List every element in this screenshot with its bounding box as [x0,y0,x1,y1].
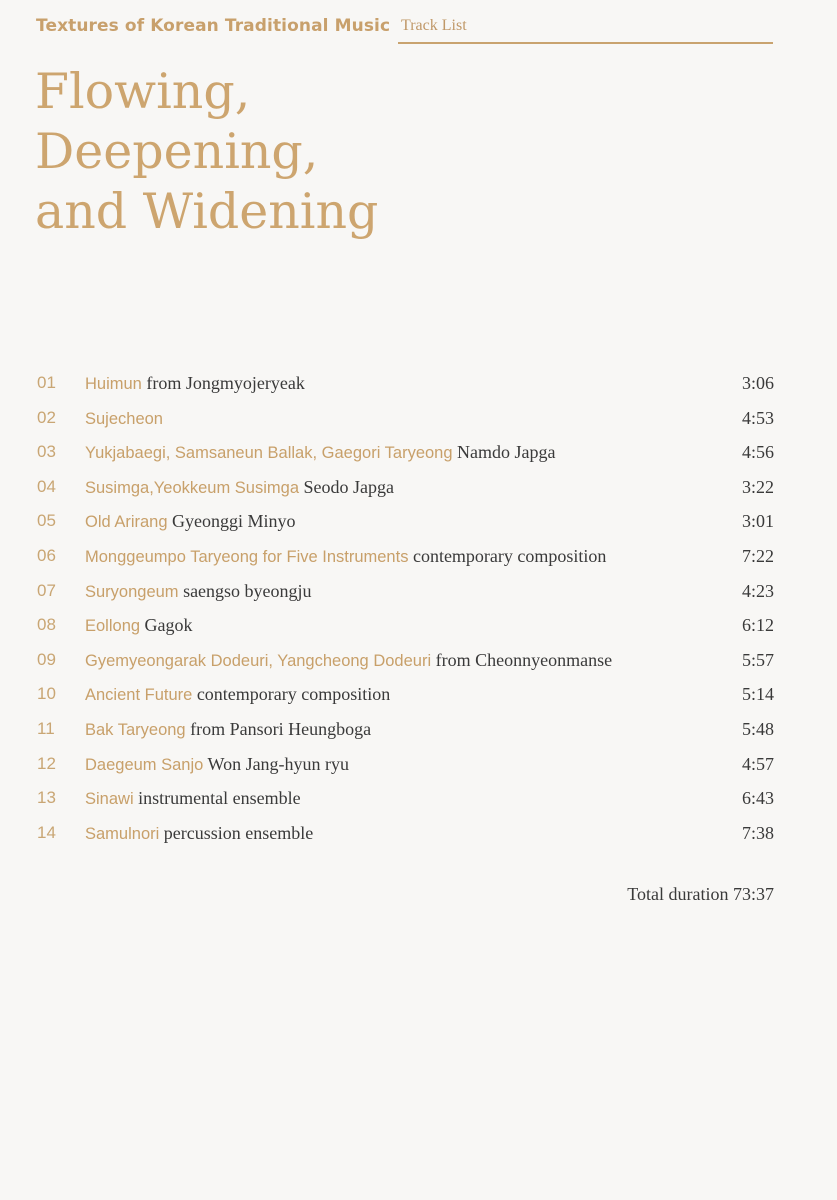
track-description: from Pansori Heungboga [190,718,372,739]
track-title [85,608,193,644]
track-name: Samulnori [85,824,160,843]
track-description: Seodo Japga [303,476,394,497]
track-description: Gyeonggi Minyo [172,511,296,532]
track-title [85,712,371,748]
track-row [37,643,774,678]
track-row [37,366,774,401]
track-description: Won Jang-hyun ryu [207,753,350,774]
track-number: 03 [37,442,56,462]
track-title [85,366,305,402]
track-title [85,470,394,506]
track-number: 11 [37,718,55,738]
track-name: Suryongeum [85,582,179,601]
track-duration: 4:56 [741,442,774,463]
track-number: 04 [37,476,56,496]
track-duration: 3:01 [741,511,774,532]
track-title [85,643,612,679]
track-title [85,816,313,852]
track-description: saengso byeongju [183,580,312,601]
track-row [37,504,774,539]
track-row [37,747,774,782]
album-title-line: Deepening, [35,123,319,180]
track-row [37,574,774,609]
track-name: Daegeum Sanjo [85,755,204,774]
track-duration: 3:06 [741,373,774,393]
track-duration: 6:43 [741,788,774,809]
track-description: from Cheonnyeonmanse [435,649,613,670]
track-title [85,504,296,540]
track-row [37,539,774,574]
track-duration: 5:14 [741,684,774,705]
track-name: Old Arirang [85,513,168,532]
track-title [85,574,312,610]
series-title: Textures of Korean Traditional Music [36,16,391,36]
track-title [85,781,301,817]
track-duration: 7:38 [741,822,774,843]
track-number: 09 [37,649,56,669]
track-row [37,470,774,505]
track-description: instrumental ensemble [138,788,301,809]
track-name: Monggeumpo Taryeong for Five Instruments [85,547,409,566]
track-name: Sinawi [85,790,134,809]
track-description: percussion ensemble [163,822,314,843]
section-title: Track List [401,17,467,34]
track-duration: 4:57 [741,753,774,774]
track-duration: 4:23 [741,580,774,601]
track-number: 08 [37,615,56,635]
track-row [37,608,774,643]
track-title [85,677,390,713]
track-title [85,539,606,575]
album-title-line: Flowing, [35,63,251,120]
track-duration: 7:22 [741,545,774,566]
track-duration: 5:48 [741,718,774,739]
track-name: Gyemyeongarak Dodeuri, Yangcheong Dodeuri [85,651,432,670]
track-row [37,401,774,436]
track-name: Eollong [85,617,141,636]
track-duration: 5:57 [741,649,774,670]
track-number: 01 [37,373,56,392]
track-row [37,816,774,851]
track-number: 06 [37,545,56,565]
track-number: 07 [37,580,56,600]
track-title [85,435,556,471]
track-row [37,435,774,470]
track-number: 12 [37,753,56,773]
track-row [37,781,774,816]
track-duration: 4:53 [741,407,774,428]
album-title-line: and Widening [35,183,379,240]
track-row [37,712,774,747]
track-number: 02 [37,407,56,427]
track-name: Huimun [85,375,142,393]
track-name: Ancient Future [85,686,193,705]
track-number: 13 [37,788,56,808]
track-duration: 6:12 [741,615,774,636]
total-duration: Total duration 73:37 [627,884,774,904]
track-number: 14 [37,822,56,842]
album-title [35,62,378,242]
track-duration: 3:22 [741,476,774,497]
track-title [85,401,163,437]
track-name: Yukjabaegi, Samsaneun Ballak, Gaegori Taryeong [85,444,453,463]
section-header [398,16,773,44]
track-row [37,677,774,712]
track-description: Namdo Japga [457,442,556,463]
track-list [37,366,774,850]
track-number: 05 [37,511,56,531]
track-description: from Jongmyojeryeak [146,373,305,393]
track-title [85,747,349,783]
track-number: 10 [37,684,56,704]
track-name: Susimga,Yeokkeum Susimga [85,478,300,497]
track-name: Bak Taryeong [85,720,186,739]
track-name: Sujecheon [85,409,163,428]
track-description: contemporary composition [196,684,391,705]
track-description: contemporary composition [412,545,607,566]
track-description: Gagok [144,615,193,636]
